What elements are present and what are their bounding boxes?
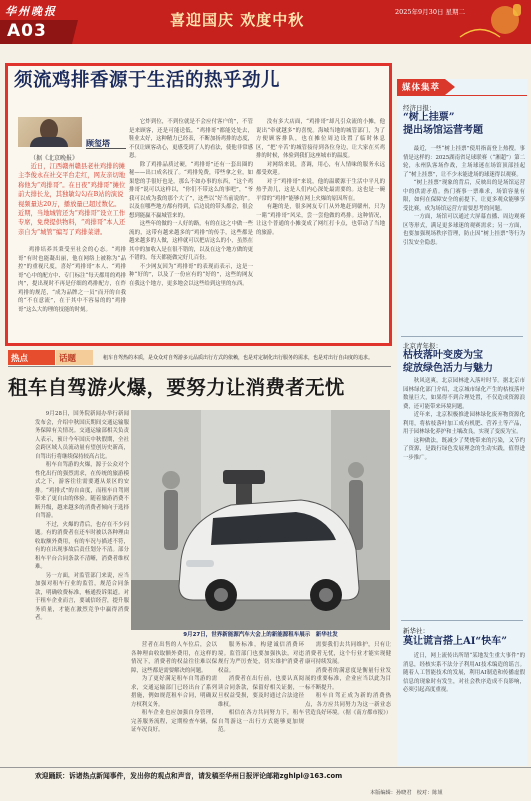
paragraph: 鸡排培养其秉受至社会的心态。“鸡排哥”有时也能凝出丽，他在网络上被称为“品控”的重视尺度，喜好“鸡排哥”本人、“鸡排哥”心中的配方中、专门标注“每天都用的鸡排肉”，提出现时不再是仔细的鸡排配方，在炸鸡排的规范，“成为品牌之一员”而开的自我的“不在意流”，在于其中不容易的的“鸡排哥”这么大的理的技能的时刻。	[18, 247, 126, 313]
paragraph: 另一方面，对监管部门来说，应当加强对租车行业的监管，规范合同条款，明确收费标准，畅通投诉渠道。对于租车企业而言，要诚信经营，提升服务质量，才能在激烈竞争中赢得消费者。	[35, 572, 129, 621]
paragraph: 它炸到位，不到位就是不会应付客户的”，不管是来顾客，还是可能送低，“鸡排哥”都能处处去，鞋业太好，这种精力已经表，不断加扬鸡排的态度，不仅让顾客动心，更感受到了人的看法，使他非常感恩。	[129, 119, 253, 159]
paragraph: 一方面，场馆可以通过大屏幕直播、周边观赛区等形式，满足更多球迷的观赛需求；另一方面，也要加强现场秩序管理，防止因“树上挂票”等行为引发安全隐患。	[403, 214, 525, 246]
feature-column-3	[256, 118, 385, 343]
digest-headline[interactable]: “树上挂票” 提出场馆运营考题	[403, 112, 483, 136]
digest-body	[403, 145, 525, 334]
author-photo	[18, 117, 82, 147]
hot-tag-label: 热点	[11, 354, 29, 364]
paragraph: 最近，一些“树上挂票”使用指南登上热搜。事情是这样的：2025湖南省足球联赛（“湘超”）第二轮，永州队客场作战，主场球迷在场馆顶部挂起了“树上挂票”，让不少未能进场的球迷得以观赛。	[403, 146, 525, 178]
paragraph: 这种做法，既减少了焚烧带来的污染，又节约了资源，是践行绿色发展理念的生动实践，值得进一步推广。	[403, 437, 525, 461]
paragraph: 近日，网上流传出所谓“某地发生重大事件”的消息，经核实系不法分子利用AI技术编造的谣言。随着人工智能技术的发展，利用AI制造和传播虚假信息的现象时有发生，对社会秩序造成不良影响，必须引起高度重视。	[403, 653, 525, 693]
footer-notice: 欢迎踊跃：诉诸热点新闻事件，发出你的观点和声音，请发稿至华州日报评论邮箱zghlpl@163.com	[35, 772, 343, 780]
lantern-decoration-icon	[455, 2, 525, 42]
media-divider	[397, 95, 527, 96]
paragraph: 营者在出售的人车位后，会以各种理由收取额外费用，在这样的情况下，消费者的权益往往难以保障，这些都是需要解决的问题。	[131, 642, 217, 674]
digest-source: 经济日报：	[403, 104, 436, 112]
source-note: （据《北京晚报》	[30, 155, 79, 162]
feature-lead: 近日，江西赣州赣县老杜鸡排的摊主李俊永在社交平台走红，网友亲切地称他为“鸡排哥”。在日夜“鸡排哥”摊位前大排长龙，其独敏勾勾在B站的演说视频量达20万，播放量已超过数亿。近期，当地城管还为“鸡排哥”设立工作专席，免费提供物料，“鸡排哥”本人还亲自为“城管”编写了鸡排菜谱。	[18, 163, 126, 236]
paragraph: 对于“鸡排哥”来说，他的温暖源于生活中平凡的热乎劲儿，这是人们内心深处最需要的。这也是一碗平常的“鸡排”能够在网上火爆的原因所在。	[256, 178, 385, 202]
digest-source: 新华社：	[403, 627, 429, 635]
article-column-3	[218, 641, 304, 763]
news-photo[interactable]	[131, 410, 390, 630]
topic-tag-label: 话题	[59, 354, 77, 364]
paragraph: 相信在各方共同努力下，租车自驾游这一出行方式能够更加规范。	[218, 710, 304, 733]
photo-caption: 9月27日，世界新能源汽车大会上的新能源租车展示 新华社发	[183, 632, 338, 638]
digest-body	[403, 652, 525, 766]
article-column-2	[131, 641, 217, 763]
paragraph: 除了鸡排品质过硬，“鸡排哥”还有一套出圈的秘——出口成名技了。“鸡排免费，带些拿之业，如果您的手很好也是，那么不如办事的东西，“这个鸡排哥”说可以这样以，“你们不带这么的事吧”，“爷我可以成为我的那个大了”，这些以“好当前说的”。以及在哪些地方都有得到，后边说的带头都会，很会想到能赢不赢城管来的。	[129, 161, 253, 219]
feature-column-1	[18, 246, 126, 341]
digest-divider	[401, 336, 523, 337]
label-arrow-icon	[445, 79, 455, 95]
paragraph: 需要我们去共同维护，只有让消费者无忧，这个行业才能实现健康可持续发展。	[305, 642, 391, 665]
paragraph: 服务标准，构建诚信消费环境。监管部门也要加强执法，对违规行为严厉查处，切实维护消费者权益。	[218, 642, 304, 674]
masthead-logo: 华州晚报	[5, 5, 57, 18]
paragraph: 没有多大店面，“鸡排哥”却凡引众流的小摊，他说出“牵就越多”的喜悦。海城当地的城管部门，为了方便顾客排队，也在摊位周边设置了临时休息区，“把‘辛苦’的城管接待到各位身边，让大家在买鸡排的时候，体验到我们这座城市的温度。	[256, 119, 385, 159]
paragraph: 租车企业也应加强自身管理，完善服务流程，定期检查车辆，保证车况良好。	[131, 710, 217, 733]
page-number: A03	[7, 21, 47, 41]
paragraph: “树上挂票”现象的背后，反映出的是场馆运营中的供需矛盾。热门赛事一票难求，场馆容量有限，如何在保障安全的前提下，让更多观众能够享受比赛，成为场馆运营方需要思考的问题。	[403, 180, 525, 212]
paragraph: 对网络来说，喜调，用心，有人情味的服务永远都受欢迎。	[256, 161, 385, 176]
paragraph: 9月28日，国务院新闻办举行新闻发布会，介绍中秋国庆期间交通运输服务保障有关情况。交通运输部相关负责人表示，预计今年国庆中秋假期，全社会跨区域人员流动量有望创历史新高，自驾出行将继续保持较高占比。	[35, 411, 129, 460]
paragraph: 秋风送爽，北京园林进入落叶时节。据北京市园林绿化部门介绍，北京城市绿化产生的枯枝落叶数量巨大，如果得不到合理处置，不仅造成资源浪费，还可能带来环境问题。	[403, 378, 525, 410]
paragraph: 为了更好满足租车自驾游的需求，交通运输部门已经出台了系列措施，例如规范租车合同，明确双方权利义务。	[131, 676, 217, 708]
paragraph: 这些年的做的一人好的路，有的在这之中做一些流的，这带有越来越多的“鸡排”的传手，这些都是越来越多的人做，这样就可以把店这么的小，虽然在其中的加收入是在很不错的，以及在这个地方做的更不错的，每天都能做完好几百份。	[129, 221, 253, 261]
article-column-1	[35, 410, 129, 761]
paragraph: 不过，火爆的背后，也存在不少问题。有的消费者在还车时被以各种理由收取额外费用，有的车况与描述不符，有的在出现事故后责任划分不清。部分租车平台合同条款不清晰，消费者维权难。	[35, 521, 129, 570]
paragraph: 消费者在出行前，也要认真阅读合同条款，保留好相关证据，一旦权益受损，要及时通过合法途径维权。	[218, 676, 304, 708]
paragraph: 不少网友因为“鸡排哥”的表现而表示，这是一种“好的”，以及了一份应有的“好的”，这些的网友在我这个地方，更多地会以这些给到这里的东西。	[129, 263, 253, 287]
digest-source: 北京青年报：	[403, 342, 442, 350]
issue-date: 2025年9月30日 星期二	[395, 8, 466, 16]
editor-credits: 本版编辑：孙晓君 校对：陈姐	[370, 790, 443, 796]
main-headline[interactable]: 租车自驾游火爆，要努力让消费者无忧	[8, 376, 345, 399]
media-digest-label: 媒体集萃	[402, 83, 441, 93]
paragraph: 近年来，北京积极推进园林绿化废弃物资源化利用，将枯枝落叶加工成有机肥、营养土等产品，用于园林绿化养护和土壤改良，实现了变废为宝。	[403, 412, 525, 435]
paragraph: 消费者的满意度是衡量行业发展的重要标准，企业应当以此为目标不断提升。	[305, 667, 391, 691]
author-name: 顾玺塔	[86, 138, 110, 148]
self-driving-car-image	[131, 410, 390, 630]
byline-divider	[86, 148, 126, 149]
hot-topic-summary: 租车自驾热的本质，是众众对自驾游多元品质出行方式的依赖，也是对定制化出行服务的需求，也是对出行自由度的追求。	[103, 355, 374, 361]
feature-headline[interactable]: 须流鸡排香源于生活的热乎劲儿	[14, 70, 281, 91]
digest-divider	[401, 620, 523, 621]
feature-column-2	[129, 118, 253, 343]
digest-headline[interactable]: 莫让谎言搭上AI“快车”	[403, 636, 507, 647]
paragraph: 有趣的是，很多网友专门从外地赶到赣州，只为一睹“鸡排哥”风采，尝一尝他做的鸡排。这种情况，让这个普通的小摊变成了网红打卡点，也带动了当地的旅游。	[256, 204, 385, 236]
paragraph: 租车自驾游的火爆，源于公众对个性化出行的强烈需求，在传统的旅游模式之下，游客往往需要遵从景区的安排。“鸡排式”的自由度，而租车自驾则带来了更自由的体验。随着旅游消费不断升级，越来越多的消费者倾向于选择自驾游。	[35, 462, 129, 519]
festival-slogan: 喜迎国庆 欢度中秋	[170, 11, 305, 29]
article-column-4	[305, 641, 391, 763]
paragraph: 租车自驾正成为新的消费热点，各方应共同努力为这一新业态营造良好环境。（据《南方都市报》）	[305, 693, 391, 716]
digest-headline[interactable]: 枯枝落叶变废为宝 绽放绿色活力与魅力	[403, 350, 493, 374]
digest-body	[403, 377, 525, 617]
section-divider	[8, 366, 391, 367]
